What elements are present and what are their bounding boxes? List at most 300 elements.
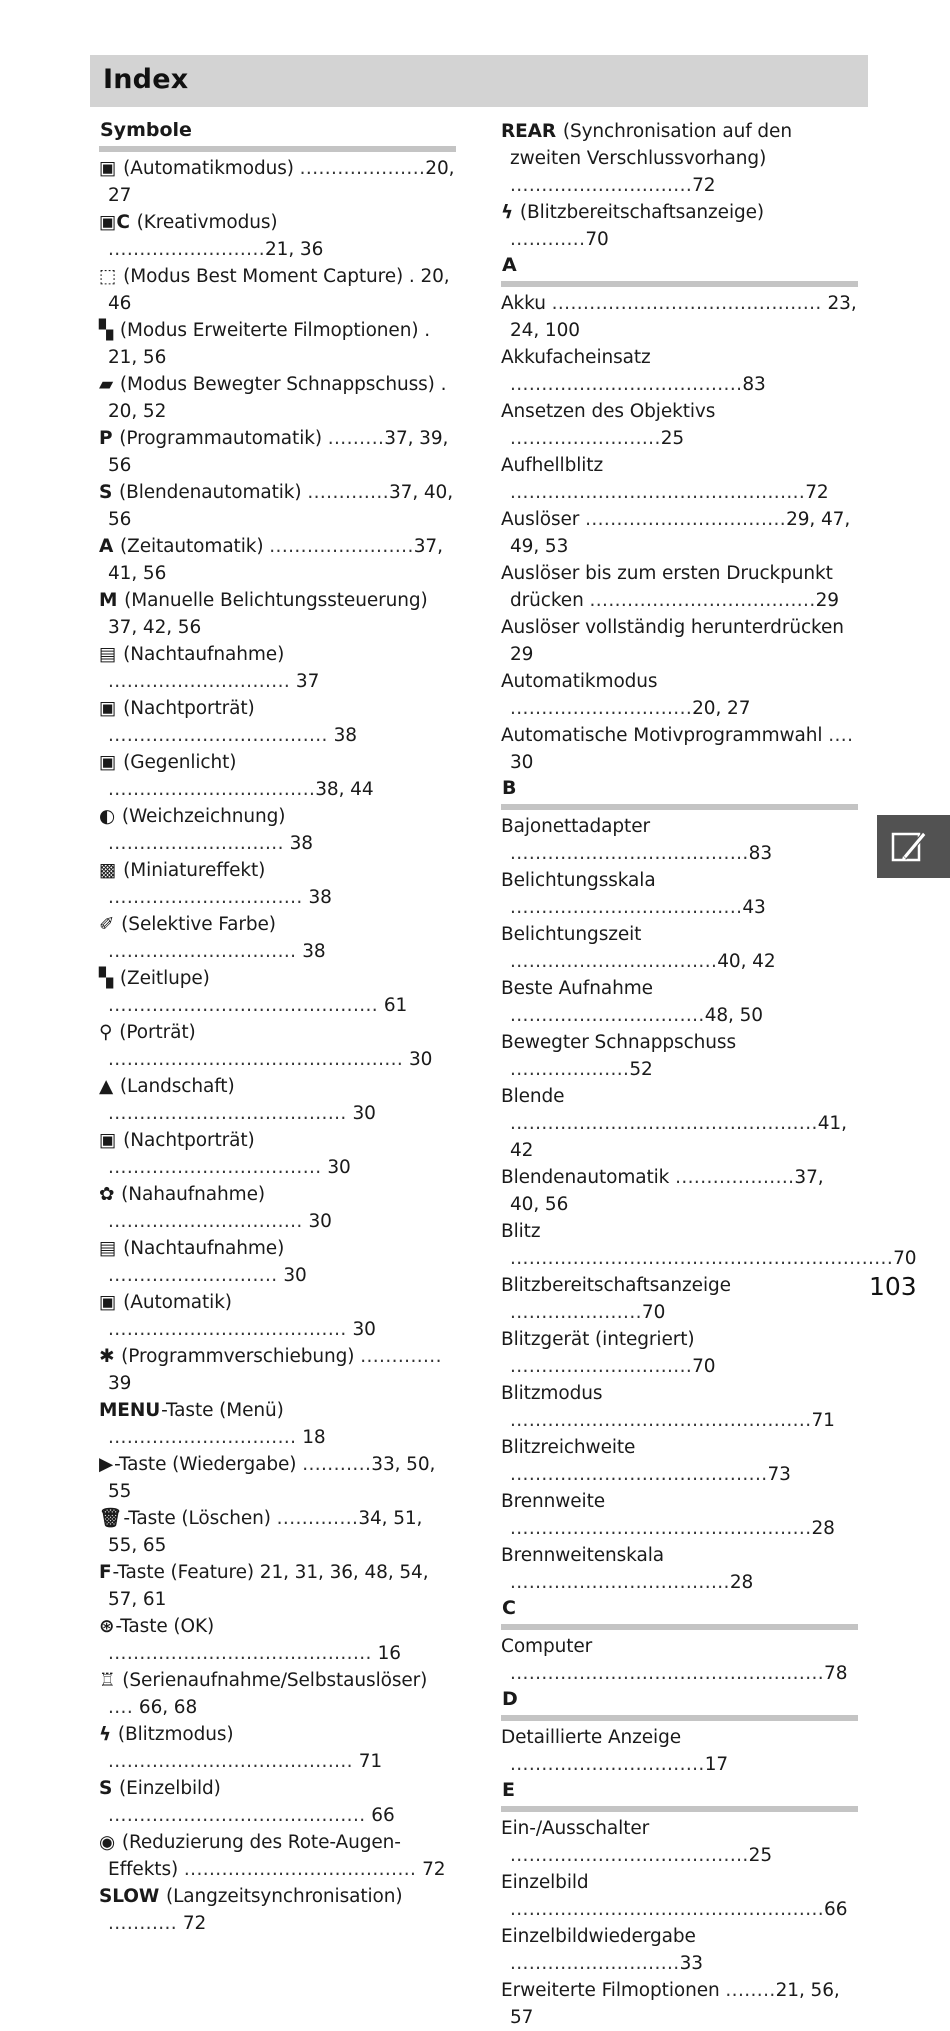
page-references: 33 xyxy=(679,1953,703,1974)
leader-dots: ............................... xyxy=(108,1211,303,1232)
entry-term: Bajonettadapter xyxy=(501,816,651,837)
page-references: 41, 42 xyxy=(510,1113,847,1161)
index-entry xyxy=(99,695,456,749)
page-references: 37, 42, 56 xyxy=(108,617,202,638)
page-references: 20, 27 xyxy=(692,698,751,719)
entry-term: (Porträt) xyxy=(113,1022,196,1043)
page-references: 37, 41, 56 xyxy=(108,536,443,584)
entry-term: (Automatikmodus) xyxy=(117,158,300,179)
entry-term: (Programmverschiebung) xyxy=(115,1346,361,1367)
index-entry xyxy=(501,1542,858,1596)
index-entry xyxy=(99,371,456,425)
page-references: 21, 36 xyxy=(265,239,324,260)
mode-symbol-icon: ♖ xyxy=(99,1670,116,1691)
entry-term: Detaillierte Anzeige xyxy=(501,1727,682,1748)
mode-symbol-icon: SLOW xyxy=(99,1886,160,1907)
entry-term: (Nachtporträt) xyxy=(117,1130,255,1151)
symbol-entry-list xyxy=(99,155,456,1937)
mode-symbol-icon: ▤ xyxy=(99,1238,117,1259)
page-references: 66 xyxy=(365,1805,395,1826)
leader-dots: .................................... xyxy=(589,590,816,611)
entry-term: (Miniatureffekt) xyxy=(117,860,266,881)
entry-term: Blitzreichweite xyxy=(501,1437,636,1458)
page-references: 72 xyxy=(177,1913,207,1934)
section-heading-letter: C xyxy=(502,1597,516,1619)
index-entry xyxy=(99,641,456,695)
leader-dots: ........................... xyxy=(108,1265,278,1286)
index-entry xyxy=(501,344,858,398)
index-entry xyxy=(99,965,456,1019)
section-heading-letter: E xyxy=(502,1779,515,1801)
leader-dots: ................... xyxy=(510,1059,630,1080)
mode-symbol-icon: MENU xyxy=(99,1400,161,1421)
entry-term: (Langzeitsynchronisation) xyxy=(160,1886,403,1907)
entry-term: Beste Aufnahme xyxy=(501,978,653,999)
page-references: 21, 56, 57 xyxy=(510,1980,840,2028)
mode-symbol-icon: P xyxy=(99,428,113,449)
index-entry xyxy=(501,398,858,452)
page-references: 16 xyxy=(371,1643,401,1664)
mode-symbol-icon: ✐ xyxy=(99,914,115,935)
entry-term: Bewegter Schnappschuss xyxy=(501,1032,736,1053)
index-entry xyxy=(501,1434,858,1488)
page-references: 38, 44 xyxy=(315,779,374,800)
mode-symbol-icon: M xyxy=(99,590,118,611)
mode-symbol-icon: ▣ xyxy=(99,1130,117,1151)
page-references: 37, 40, 56 xyxy=(108,482,454,530)
leader-dots: ............ xyxy=(510,229,586,250)
entry-term: (Gegenlicht) xyxy=(117,752,237,773)
index-entry xyxy=(501,975,858,1029)
page-references: 30 xyxy=(277,1265,307,1286)
index-entry xyxy=(99,425,456,479)
entry-term: Blitz xyxy=(501,1221,541,1242)
section-rule xyxy=(501,1715,858,1721)
index-entry xyxy=(99,209,456,263)
leader-dots: ............. xyxy=(276,1508,359,1529)
page-references: 29, 47, 49, 53 xyxy=(510,509,851,557)
mode-symbol-icon: A xyxy=(99,536,114,557)
mode-symbol-icon: ϟ xyxy=(501,202,514,223)
entry-term: Blitzgerät (integriert) xyxy=(501,1329,695,1350)
leader-dots: ....................... xyxy=(269,536,414,557)
page-references: 38 xyxy=(296,941,326,962)
entry-term: (Einzelbild) xyxy=(113,1778,221,1799)
leader-dots: ............. xyxy=(360,1346,442,1367)
index-entry xyxy=(99,1397,456,1451)
page-references: 72 xyxy=(692,175,716,196)
leader-dots: ................................................ xyxy=(510,1518,812,1539)
mode-symbol-icon: ⚲ xyxy=(99,1022,113,1043)
mode-symbol-icon: ▣ xyxy=(99,158,117,179)
index-entry xyxy=(99,263,456,317)
index-entry xyxy=(99,1289,456,1343)
index-entry xyxy=(501,1164,858,1218)
index-entry xyxy=(501,1380,858,1434)
index-entry xyxy=(99,749,456,803)
leader-dots: ......................... xyxy=(108,239,266,260)
mode-symbol-icon: ▚ xyxy=(99,320,114,341)
leader-dots: .... xyxy=(108,1697,134,1718)
page-references: 30 xyxy=(321,1157,351,1178)
entry-term: Ansetzen des Objektivs xyxy=(501,401,716,422)
entry-term: (Blendenautomatik) xyxy=(113,482,308,503)
page-references: 71 xyxy=(811,1410,835,1431)
entry-term: (Selektive Farbe) xyxy=(115,914,276,935)
entry-term: Brennweite xyxy=(501,1491,606,1512)
index-entry xyxy=(501,560,858,614)
leader-dots: ........................................... xyxy=(551,293,822,314)
index-entry xyxy=(99,1559,456,1613)
index-entry xyxy=(501,1029,858,1083)
index-entry xyxy=(501,1724,858,1778)
page-references: 61 xyxy=(378,995,408,1016)
leader-dots: ............................................................. xyxy=(510,1248,894,1269)
entry-term: (Nahaufnahme) xyxy=(115,1184,265,1205)
page-references: . 21, 56 xyxy=(108,320,430,368)
leader-dots: ............................................... xyxy=(510,482,806,503)
index-entry xyxy=(99,587,456,641)
mode-symbol-icon: S xyxy=(99,1778,113,1799)
index-entry xyxy=(99,1343,456,1397)
leader-dots: ......................................... xyxy=(510,1464,768,1485)
leader-dots: .............................. xyxy=(108,1427,297,1448)
page-references: 71 xyxy=(352,1751,383,1772)
entry-term: Ein-/Ausschalter xyxy=(501,1818,650,1839)
entry-term: Einzelbild xyxy=(501,1872,589,1893)
leader-dots: ................................. xyxy=(108,779,316,800)
page-references: 25 xyxy=(660,428,685,449)
leader-dots: ......... xyxy=(327,428,385,449)
index-entry xyxy=(99,1181,456,1235)
title-banner xyxy=(90,55,868,107)
leader-dots: ............................... xyxy=(510,1754,705,1775)
leader-dots: ................... xyxy=(675,1167,795,1188)
entry-term: -Taste (Löschen) xyxy=(123,1508,277,1529)
page-references: 18 xyxy=(296,1427,326,1448)
index-entry xyxy=(501,1815,858,1869)
section-heading-letter: D xyxy=(502,1688,518,1710)
leader-dots: ........................... xyxy=(510,1953,680,1974)
mode-symbol-icon: ϟ xyxy=(99,1724,112,1745)
leader-dots: .... xyxy=(828,725,854,746)
page-references: 25 xyxy=(748,1845,773,1866)
leader-dots: ..................................... xyxy=(510,374,743,395)
page-references: 30 xyxy=(346,1319,376,1340)
entry-term: Auslöser bis zum ersten Druckpunkt drücken xyxy=(501,563,833,611)
leader-dots: ................................................ xyxy=(510,1410,812,1431)
mode-symbol-icon: ▰ xyxy=(99,374,114,395)
index-entry xyxy=(99,317,456,371)
page-references: 30 xyxy=(302,1211,332,1232)
page-references: 34, 51, 55, 65 xyxy=(108,1508,423,1556)
index-entry xyxy=(99,1451,456,1505)
leader-dots: .................................................. xyxy=(510,1899,825,1920)
entry-term: Blitzmodus xyxy=(501,1383,603,1404)
section-tab xyxy=(877,815,950,878)
leader-dots: ................................. xyxy=(510,951,718,972)
leader-dots: ...................................... xyxy=(108,1319,347,1340)
entry-term: -Taste (Wiedergabe) xyxy=(114,1454,303,1475)
page-references: 78 xyxy=(824,1663,848,1684)
entry-term: Automatikmodus xyxy=(501,671,658,692)
entry-term: (Synchronisation auf den zweiten Verschlussvorhang) xyxy=(510,121,792,169)
page-references: 38 xyxy=(327,725,357,746)
index-entry xyxy=(99,911,456,965)
page-references: 28 xyxy=(811,1518,835,1539)
page-references: 40, 42 xyxy=(717,951,776,972)
index-entry xyxy=(501,199,858,253)
page-references: 30 xyxy=(346,1103,376,1124)
page-references: 28 xyxy=(729,1572,754,1593)
mode-symbol-icon: 🗑 xyxy=(99,1508,123,1529)
leader-dots: ............................................... xyxy=(108,1049,404,1070)
entry-term: Belichtungszeit xyxy=(501,924,642,945)
page-references: 29 xyxy=(510,644,534,665)
leader-dots: ...................................... xyxy=(510,843,749,864)
leader-dots: ................................ xyxy=(585,509,787,530)
index-entry xyxy=(501,452,858,506)
entry-term: (Manuelle Belichtungssteuerung) xyxy=(118,590,428,611)
mode-symbol-icon: ▣ xyxy=(99,698,117,719)
index-entry xyxy=(501,1633,858,1687)
page-references: 20, 27 xyxy=(108,158,455,206)
page-references: 66 xyxy=(824,1899,848,1920)
leader-dots: ........... xyxy=(302,1454,372,1475)
index-entry xyxy=(501,867,858,921)
leader-dots: ....................................... xyxy=(108,1751,353,1772)
leader-dots: ........ xyxy=(725,1980,776,2001)
leader-dots: ................................... xyxy=(108,725,328,746)
entry-term: (Modus Bewegter Schnappschuss) xyxy=(114,374,441,395)
index-entry xyxy=(99,1505,456,1559)
page-references: 39 xyxy=(108,1373,132,1394)
left-column xyxy=(99,118,456,1937)
page-references: 37 xyxy=(290,671,320,692)
index-entry xyxy=(501,290,858,344)
leader-dots: .......................................... xyxy=(108,1643,372,1664)
entry-term: (Nachtaufnahme) xyxy=(117,644,285,665)
mode-symbol-icon: ◉ xyxy=(99,1832,116,1853)
index-entry xyxy=(501,1488,858,1542)
index-entry xyxy=(501,921,858,975)
index-entry xyxy=(99,857,456,911)
mode-symbol-icon: ▤ xyxy=(99,644,117,665)
page-references: . 20, 52 xyxy=(108,374,447,422)
mode-symbol-icon: ◐ xyxy=(99,806,116,827)
entry-term: -Taste (Feature) xyxy=(112,1562,260,1583)
index-entry xyxy=(501,614,858,668)
entry-term: (Zeitautomatik) xyxy=(114,536,270,557)
index-entry xyxy=(501,1977,858,2031)
page-title: Index xyxy=(103,64,189,95)
mode-symbol-icon: ✱ xyxy=(99,1346,115,1367)
leader-dots: ...................................... xyxy=(510,1845,749,1866)
index-entry xyxy=(501,118,858,199)
section-rule xyxy=(501,804,858,810)
leader-dots: ............................. xyxy=(108,671,291,692)
entry-term: (Landschaft) xyxy=(114,1076,235,1097)
mode-symbol-icon: REAR xyxy=(501,121,557,142)
index-entry xyxy=(501,722,858,776)
index-entry xyxy=(99,155,456,209)
mode-symbol-icon: ▣ xyxy=(99,1292,117,1313)
leader-dots: ........... xyxy=(108,1913,178,1934)
index-entry xyxy=(99,1127,456,1181)
entry-term: (Kreativmodus) xyxy=(130,212,278,233)
index-entry xyxy=(99,1235,456,1289)
entry-term: Belichtungsskala xyxy=(501,870,656,891)
index-entry xyxy=(501,1272,858,1326)
entry-term: Auslöser xyxy=(501,509,586,530)
leader-dots: ............................. xyxy=(510,1356,693,1377)
leader-dots: .............................. xyxy=(108,941,297,962)
entry-term: (Programmautomatik) xyxy=(113,428,328,449)
page-references: 37, 40, 56 xyxy=(510,1167,824,1215)
leader-dots: ............................ xyxy=(108,833,284,854)
leader-dots: ................................................. xyxy=(510,1113,818,1134)
page-references: 70 xyxy=(893,1248,917,1269)
mode-symbol-icon: ▚ xyxy=(99,968,114,989)
index-entry xyxy=(99,1721,456,1775)
mode-symbol-icon: ⬚ xyxy=(99,266,117,287)
mode-symbol-icon: ▩ xyxy=(99,860,117,881)
page-references: 72 xyxy=(805,482,829,503)
page-references: 33, 50, 55 xyxy=(108,1454,436,1502)
page-references: 37, 39, 56 xyxy=(108,428,449,476)
leader-dots: ..................................... xyxy=(510,897,743,918)
entry-term: Auslöser vollständig herunterdrücken xyxy=(501,617,844,638)
page-references: 72 xyxy=(416,1859,446,1880)
leader-dots: ............................. xyxy=(510,175,693,196)
leader-dots: .................................................. xyxy=(510,1663,825,1684)
index-entry xyxy=(501,1083,858,1164)
page-references: 23, 24, 100 xyxy=(510,293,857,341)
pen-note-icon xyxy=(889,828,929,864)
mode-symbol-icon: ▣C xyxy=(99,212,130,233)
page-references: 43 xyxy=(742,897,766,918)
mode-symbol-icon: ▣ xyxy=(99,752,117,773)
leader-dots: ...................................... xyxy=(108,1103,347,1124)
page-references: 48, 50 xyxy=(704,1005,763,1026)
page-references: 73 xyxy=(767,1464,791,1485)
page-references: 70 xyxy=(641,1302,666,1323)
index-entry xyxy=(99,1019,456,1073)
page-references: 70 xyxy=(585,229,609,250)
page-references: 21, 31, 36, 48, 54, 57, 61 xyxy=(108,1562,429,1610)
leader-dots: ................................... xyxy=(510,1572,730,1593)
mode-symbol-icon: ✿ xyxy=(99,1184,115,1205)
page-references: 52 xyxy=(629,1059,653,1080)
leader-dots: ..................... xyxy=(510,1302,642,1323)
entry-term: (Automatik) xyxy=(117,1292,232,1313)
mode-symbol-icon: ⊛ xyxy=(99,1616,115,1637)
entry-term: -Taste (Menü) xyxy=(161,1400,284,1421)
page-references: 83 xyxy=(742,374,766,395)
page-references: 66, 68 xyxy=(133,1697,198,1718)
page-number: 103 xyxy=(869,1272,917,1301)
index-entry xyxy=(99,1073,456,1127)
page-references: 29 xyxy=(815,590,839,611)
entry-term: Einzelbildwiedergabe xyxy=(501,1926,696,1947)
index-entry xyxy=(99,1613,456,1667)
index-entry xyxy=(501,1326,858,1380)
index-entry xyxy=(501,506,858,560)
index-entry xyxy=(501,668,858,722)
entry-term: -Taste (OK) xyxy=(115,1616,215,1637)
page-references: 17 xyxy=(704,1754,729,1775)
mode-symbol-icon: S xyxy=(99,482,113,503)
index-entry xyxy=(99,1829,456,1883)
entry-term: (Nachtaufnahme) xyxy=(117,1238,285,1259)
page-references: 38 xyxy=(302,887,332,908)
section-rule xyxy=(99,146,456,152)
index-entry xyxy=(501,813,858,867)
index-entry xyxy=(99,533,456,587)
entry-term: Automatische Motivprogrammwahl xyxy=(501,725,829,746)
entry-term: Aufhellblitz xyxy=(501,455,604,476)
index-entry xyxy=(99,479,456,533)
index-entry xyxy=(501,1869,858,1923)
leader-dots: .................................. xyxy=(108,1157,322,1178)
leader-dots: ............................... xyxy=(108,887,303,908)
section-heading-letter: B xyxy=(502,777,517,799)
entry-term: (Zeitlupe) xyxy=(114,968,210,989)
leader-dots: ............. xyxy=(307,482,389,503)
entry-term: (Blitzbereitschaftsanzeige) xyxy=(514,202,765,223)
entry-term: (Modus Erweiterte Filmoptionen) xyxy=(114,320,425,341)
entry-term: (Modus Best Moment Capture) xyxy=(117,266,409,287)
section-heading-symbole: Symbole xyxy=(100,119,192,141)
entry-term: Erweiterte Filmoptionen xyxy=(501,1980,726,2001)
page-references: . 20, 46 xyxy=(108,266,450,314)
leader-dots: ............................... xyxy=(510,1005,705,1026)
page-references: 30 xyxy=(403,1049,433,1070)
entry-term: (Weichzeichnung) xyxy=(116,806,286,827)
leader-dots: ........................ xyxy=(510,428,661,449)
entry-term: Blendenautomatik xyxy=(501,1167,676,1188)
index-entry xyxy=(99,803,456,857)
leader-dots: ........................................... xyxy=(108,995,379,1016)
section-rule xyxy=(501,281,858,287)
entry-term: (Serienaufnahme/Selbstauslöser) xyxy=(116,1670,428,1691)
entry-term: Computer xyxy=(501,1636,593,1657)
index-entry xyxy=(99,1667,456,1721)
entry-term: Akku xyxy=(501,293,552,314)
entry-term: (Blitzmodus) xyxy=(112,1724,234,1745)
entry-term: Brennweitenskala xyxy=(501,1545,664,1566)
flash-entry-list xyxy=(501,118,858,253)
entry-term: (Nachtporträt) xyxy=(117,698,255,719)
section-heading-letter: A xyxy=(502,254,517,276)
index-entry xyxy=(99,1775,456,1829)
mode-symbol-icon: ▲ xyxy=(99,1076,114,1097)
leader-dots: .................... xyxy=(299,158,426,179)
index-entry xyxy=(501,1218,917,1272)
entry-term: (Reduzierung des Rote-Augen-Effekts) xyxy=(108,1832,401,1880)
section-rule xyxy=(501,1806,858,1812)
leader-dots: ......................................... xyxy=(108,1805,366,1826)
mode-symbol-icon: F xyxy=(99,1562,112,1583)
page-references: 70 xyxy=(692,1356,716,1377)
entry-term: Blitzbereitschaftsanzeige xyxy=(501,1275,731,1296)
leader-dots: ..................................... xyxy=(183,1859,417,1880)
entry-term: Blende xyxy=(501,1086,565,1107)
page-references: 38 xyxy=(283,833,313,854)
index-entry xyxy=(99,1883,456,1937)
page-references: 30 xyxy=(510,752,534,773)
section-rule xyxy=(501,1624,858,1630)
